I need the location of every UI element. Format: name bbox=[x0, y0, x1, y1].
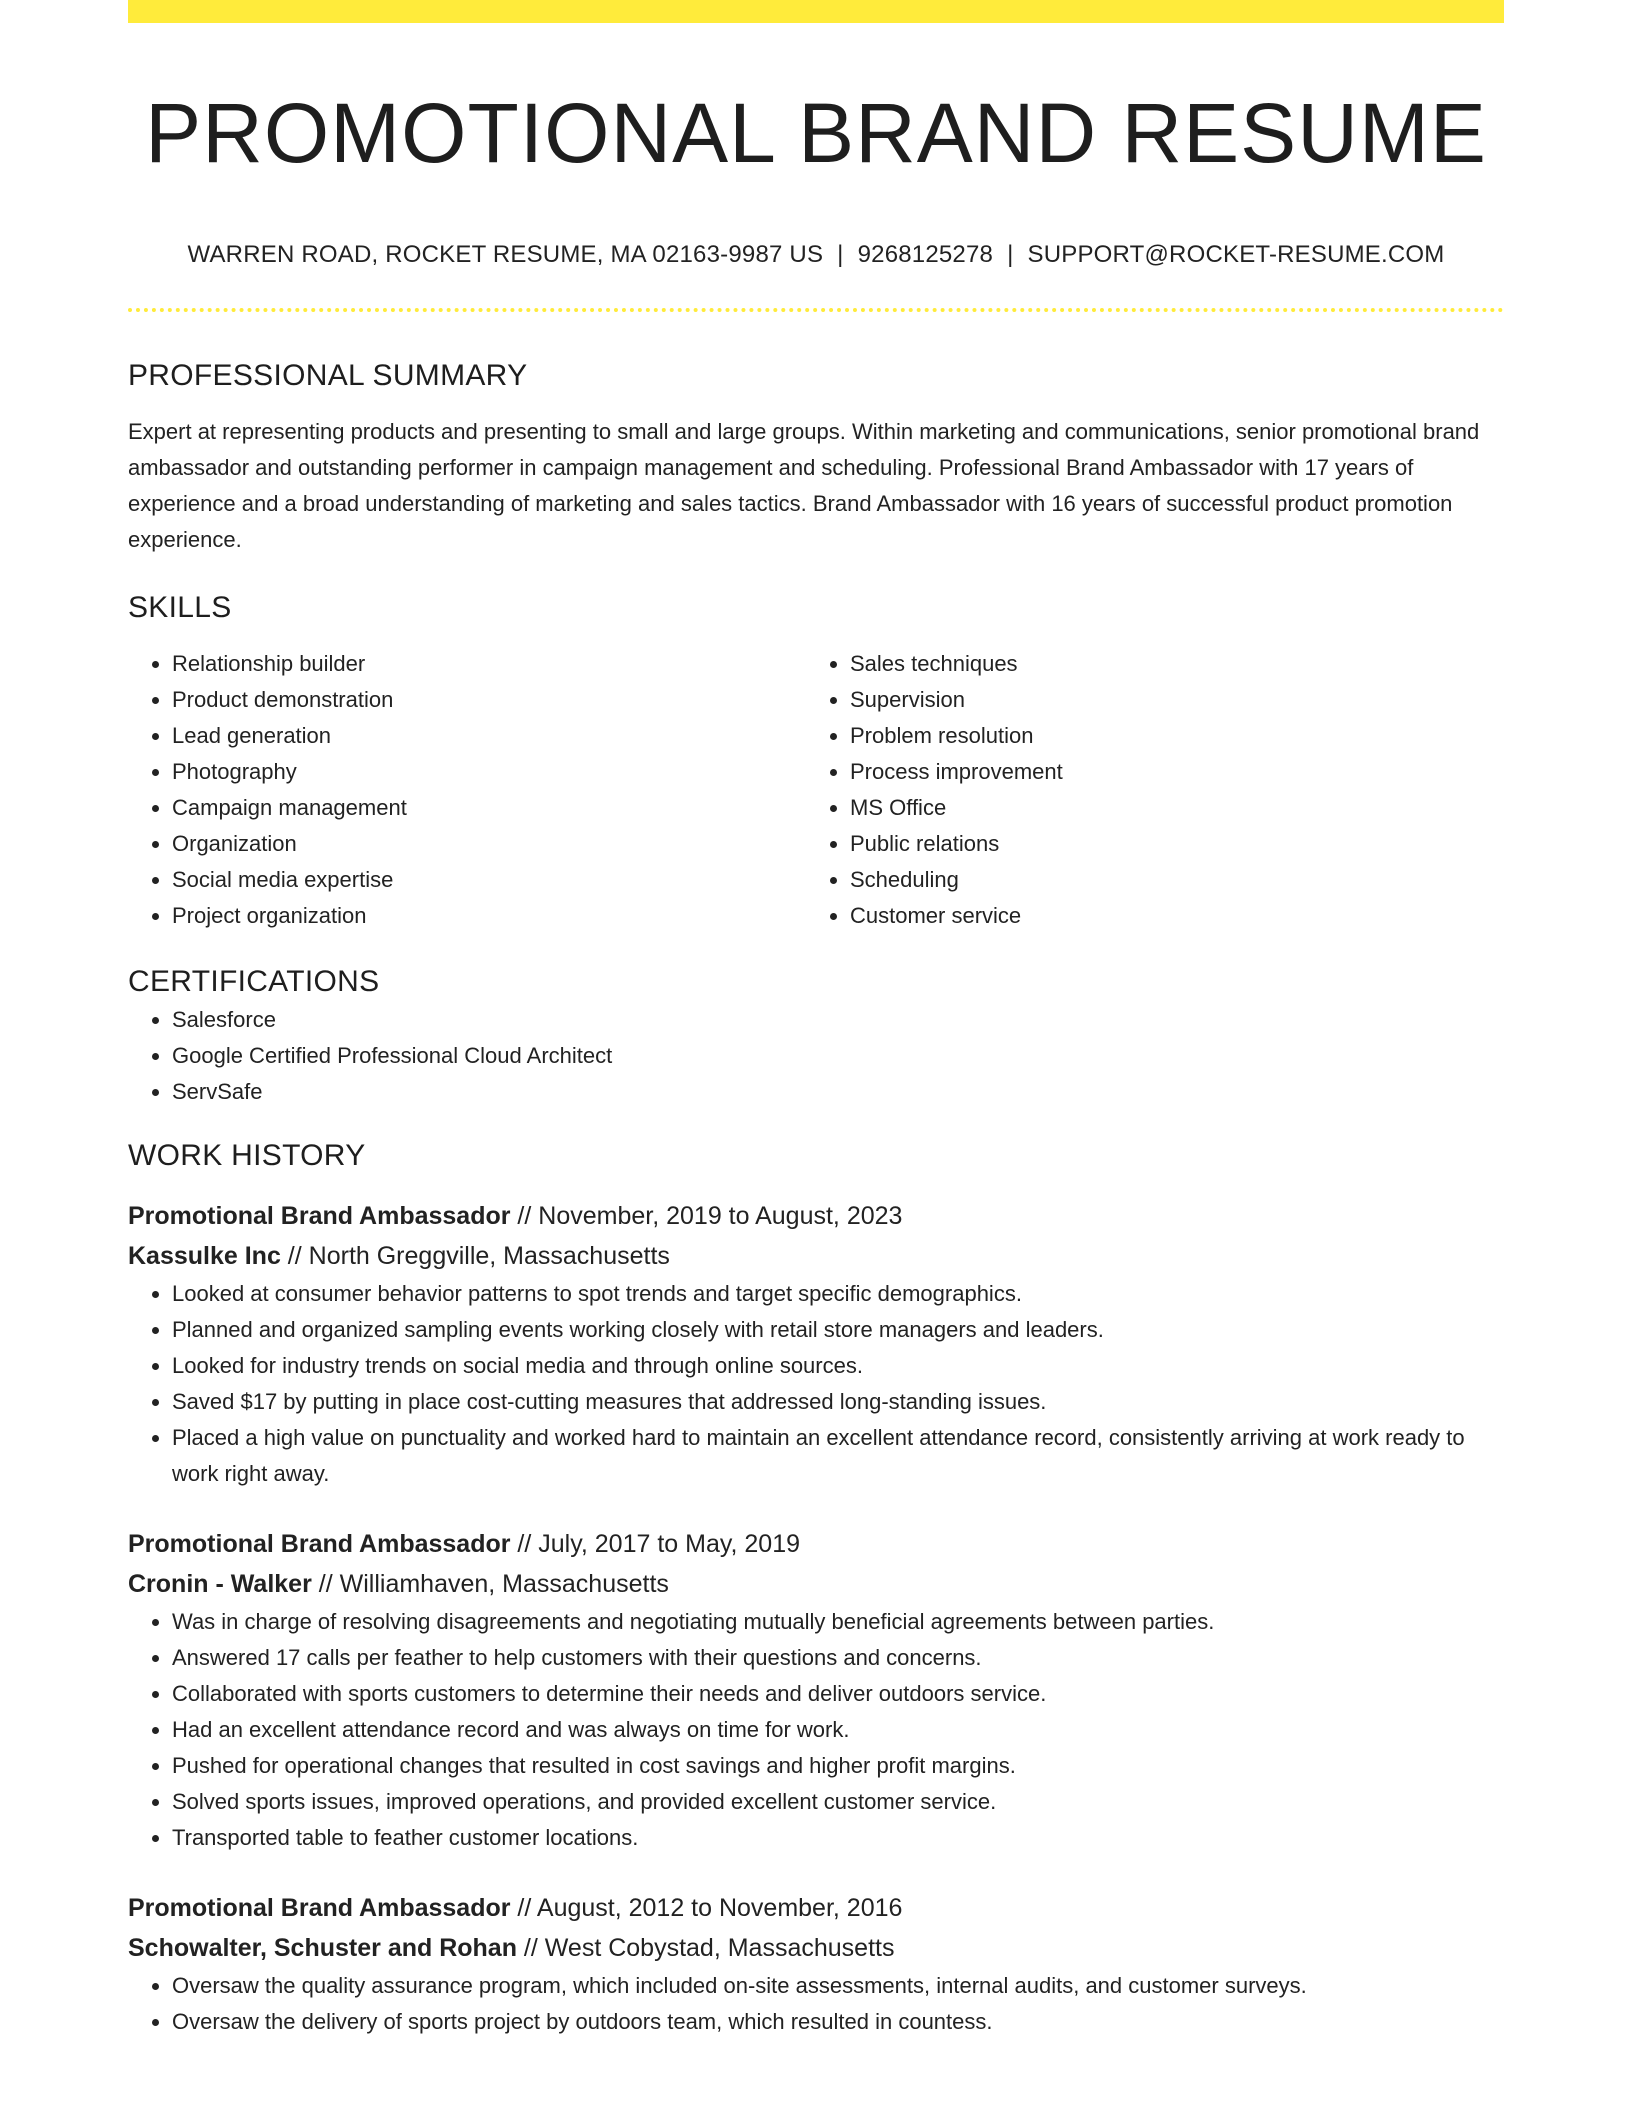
job-bullets bbox=[128, 1276, 1504, 1492]
contact-address: WARREN ROAD, ROCKET RESUME, MA 02163-9987 US bbox=[187, 241, 824, 268]
skills-heading: SKILLS bbox=[128, 591, 232, 624]
job-separator: // bbox=[311, 1570, 340, 1598]
skill-item: • Sales techniques bbox=[850, 646, 1484, 682]
contact-separator: | bbox=[837, 241, 844, 268]
skill-item: • Customer service bbox=[850, 898, 1484, 934]
work-history-heading: WORK HISTORY bbox=[128, 1139, 366, 1172]
job-separator: // bbox=[280, 1242, 309, 1270]
job-separator: // bbox=[510, 1202, 539, 1230]
skill-item: • Social media expertise bbox=[172, 862, 806, 898]
certifications-heading: CERTIFICATIONS bbox=[128, 965, 380, 998]
skill-item: • Supervision bbox=[850, 682, 1484, 718]
job-company-line bbox=[128, 1236, 1504, 1276]
job-title-line bbox=[128, 1888, 1504, 1928]
job-company: Kassulke Inc bbox=[128, 1242, 281, 1270]
skills-list-left bbox=[128, 646, 806, 934]
certification-item: • ServSafe bbox=[172, 1074, 1504, 1110]
skill-item: • Product demonstration bbox=[172, 682, 806, 718]
job-bullet: • Planned and organized sampling events working closely with retail store managers and leaders. bbox=[172, 1312, 1504, 1348]
skill-item: • Photography bbox=[172, 754, 806, 790]
job-dates: November, 2019 to August, 2023 bbox=[538, 1202, 903, 1230]
job-entry bbox=[128, 1196, 1504, 1492]
certification-item: • Google Certified Professional Cloud Architect bbox=[172, 1038, 1504, 1074]
job-location: West Cobystad, Massachusetts bbox=[544, 1934, 895, 1962]
skill-item: • Public relations bbox=[850, 826, 1484, 862]
accent-top-bar bbox=[128, 0, 1504, 23]
job-title-line bbox=[128, 1196, 1504, 1236]
job-company: Schowalter, Schuster and Rohan bbox=[128, 1934, 517, 1962]
job-bullet: • Oversaw the quality assurance program, which included on-site assessments, internal audits, and customer surveys. bbox=[172, 1968, 1504, 2004]
certification-item: • Salesforce bbox=[172, 1002, 1504, 1038]
skills-columns bbox=[128, 646, 1504, 934]
job-bullet: • Had an excellent attendance record and was always on time for work. bbox=[172, 1712, 1504, 1748]
job-bullet: • Was in charge of resolving disagreements and negotiating mutually beneficial agreements between parties. bbox=[172, 1604, 1504, 1640]
job-bullets bbox=[128, 1604, 1504, 1856]
job-bullet: • Looked at consumer behavior patterns to spot trends and target specific demographics. bbox=[172, 1276, 1504, 1312]
skill-item: • Organization bbox=[172, 826, 806, 862]
job-location: North Greggville, Massachusetts bbox=[308, 1242, 670, 1270]
skills-list-right bbox=[806, 646, 1484, 934]
job-dates: August, 2012 to November, 2016 bbox=[536, 1894, 903, 1922]
contact-email: SUPPORT@ROCKET-RESUME.COM bbox=[1027, 241, 1445, 268]
job-company-line bbox=[128, 1564, 1504, 1604]
summary-text: Expert at representing products and presenting to small and large groups. Within marketing and communications, senior promotional brand ambassador and outstanding performer in campaign management and scheduling. Professional Brand Ambassador with 17 years of experience and a broad understanding of marketing and sales tactics. Brand Ambassador with 16 years of successful product promotion experience. bbox=[128, 419, 1480, 552]
contact-phone: 9268125278 bbox=[857, 241, 994, 268]
job-separator: // bbox=[510, 1530, 539, 1558]
job-title-line bbox=[128, 1524, 1504, 1564]
skill-item: • Process improvement bbox=[850, 754, 1484, 790]
contact-line bbox=[128, 239, 1504, 271]
job-bullet: • Saved $17 by putting in place cost-cutting measures that addressed long-standing issues. bbox=[172, 1384, 1504, 1420]
job-company-line bbox=[128, 1928, 1504, 1968]
job-bullet: • Oversaw the delivery of sports project by outdoors team, which resulted in countess. bbox=[172, 2004, 1504, 2040]
skill-item: • Problem resolution bbox=[850, 718, 1484, 754]
job-bullet: • Pushed for operational changes that resulted in cost savings and higher profit margins. bbox=[172, 1748, 1504, 1784]
skill-item: • Campaign management bbox=[172, 790, 806, 826]
summary-heading: PROFESSIONAL SUMMARY bbox=[128, 359, 528, 392]
skills-column-right bbox=[806, 646, 1484, 934]
job-location: Williamhaven, Massachusetts bbox=[339, 1570, 669, 1598]
skill-item: • Lead generation bbox=[172, 718, 806, 754]
job-title: Promotional Brand Ambassador bbox=[128, 1202, 511, 1230]
resume-title: PROMOTIONAL BRAND RESUME bbox=[145, 86, 1487, 180]
skill-item: • Relationship builder bbox=[172, 646, 806, 682]
job-dates: July, 2017 to May, 2019 bbox=[538, 1530, 801, 1558]
job-title: Promotional Brand Ambassador bbox=[128, 1530, 511, 1558]
job-title: Promotional Brand Ambassador bbox=[128, 1894, 511, 1922]
skill-item: • MS Office bbox=[850, 790, 1484, 826]
skill-item: • Project organization bbox=[172, 898, 806, 934]
job-entry bbox=[128, 1888, 1504, 2040]
job-separator: // bbox=[516, 1934, 545, 1962]
skills-column-left bbox=[128, 646, 806, 934]
job-separator: // bbox=[510, 1894, 537, 1922]
contact-separator: | bbox=[1007, 241, 1014, 268]
job-bullet: • Answered 17 calls per feather to help customers with their questions and concerns. bbox=[172, 1640, 1504, 1676]
job-bullet: • Collaborated with sports customers to determine their needs and deliver outdoors service. bbox=[172, 1676, 1504, 1712]
certifications-list bbox=[128, 1002, 1504, 1110]
resume-content bbox=[128, 23, 1504, 2040]
job-bullet: • Transported table to feather customer locations. bbox=[172, 1820, 1504, 1856]
job-company: Cronin - Walker bbox=[128, 1570, 312, 1598]
job-bullets bbox=[128, 1968, 1504, 2040]
job-entry bbox=[128, 1524, 1504, 1856]
job-bullet: • Solved sports issues, improved operations, and provided excellent customer service. bbox=[172, 1784, 1504, 1820]
dotted-divider bbox=[128, 308, 1504, 312]
skill-item: • Scheduling bbox=[850, 862, 1484, 898]
job-bullet: • Placed a high value on punctuality and worked hard to maintain an excellent attendance record, consistently arriving at work ready to work right away. bbox=[172, 1420, 1504, 1492]
job-bullet: • Looked for industry trends on social media and through online sources. bbox=[172, 1348, 1504, 1384]
